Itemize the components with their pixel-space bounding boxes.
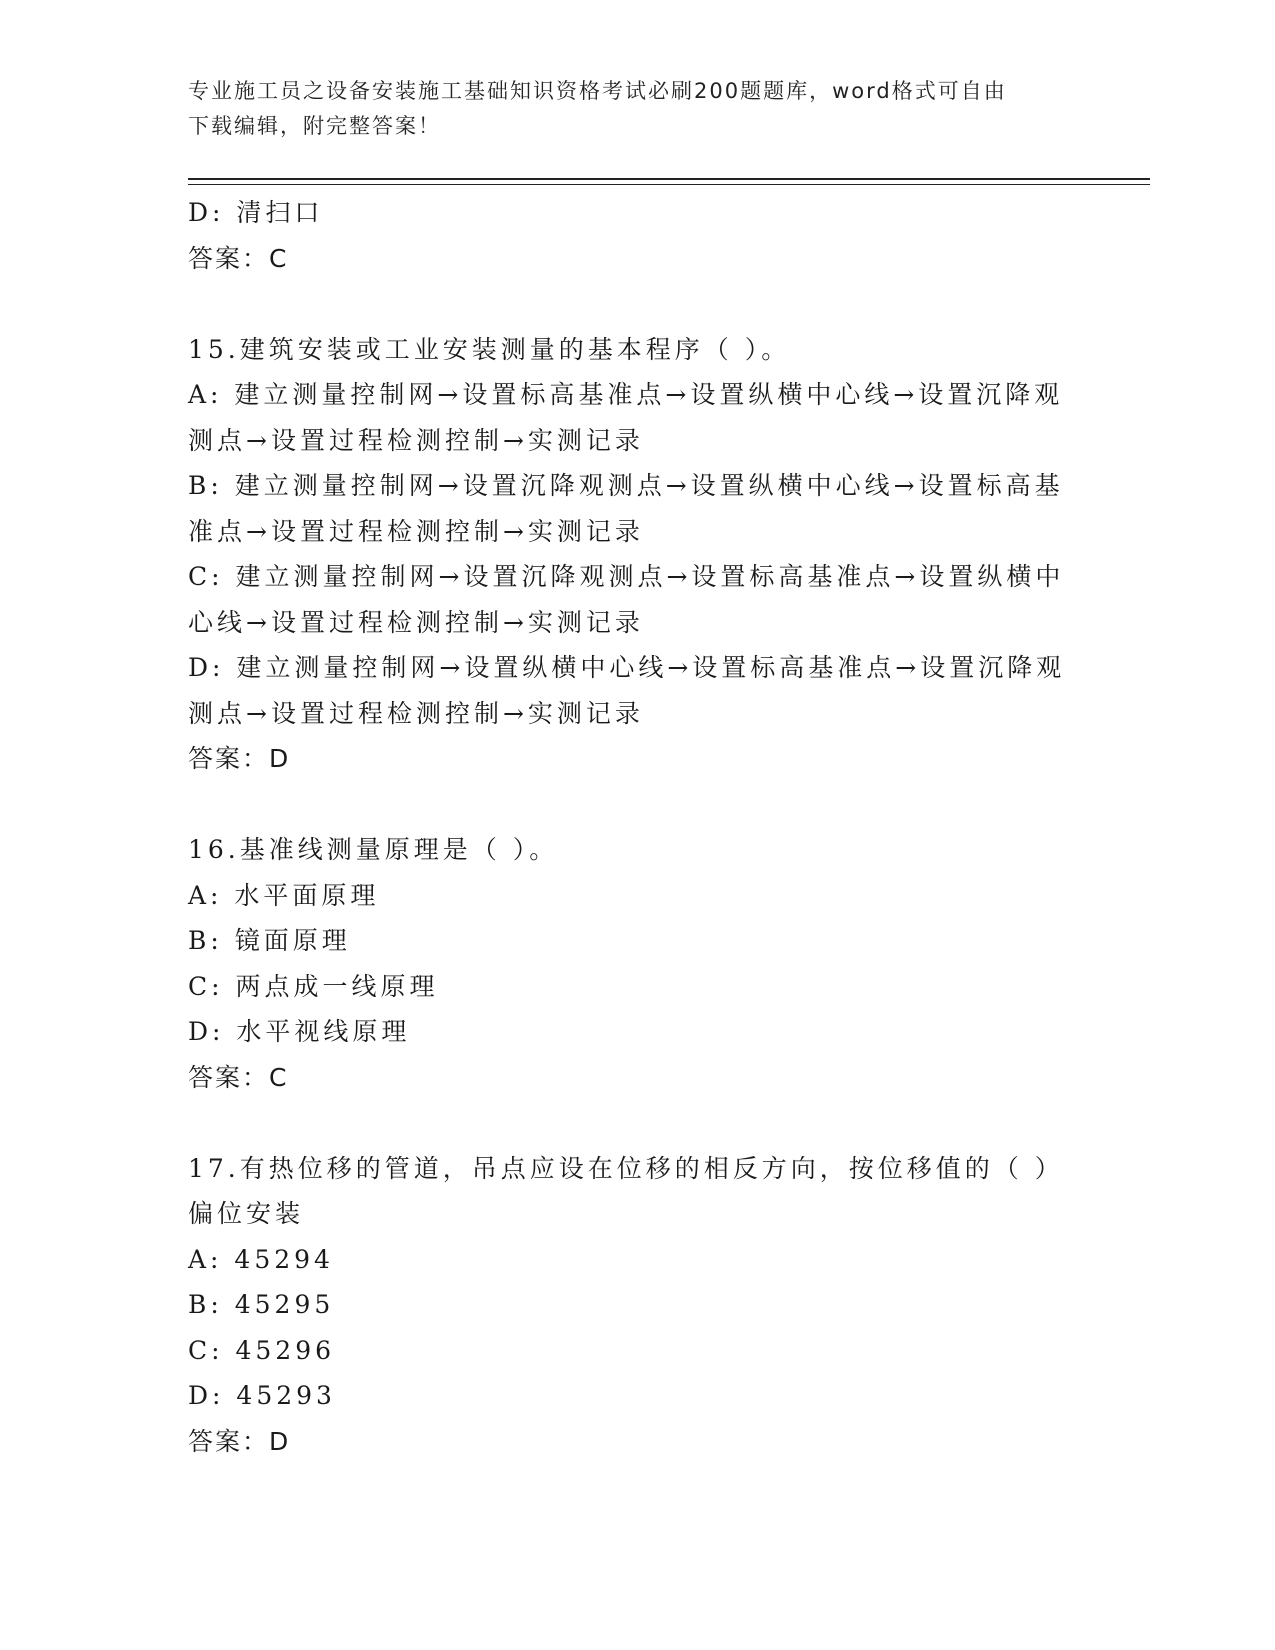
question-16 — [188, 827, 1088, 1100]
option-b-line-1: B: 建立测量控制网→设置沉降观测点→设置纵横中心线→设置标高基 — [188, 471, 1064, 500]
question-text-line-2: 偏位安装 — [188, 1199, 305, 1228]
spacer — [188, 1100, 1088, 1146]
question-text-line-1: 17.有热位移的管道，吊点应设在位移的相反方向，按位移值的（ ） — [188, 1153, 1064, 1183]
option-d: D: 45293 — [188, 1381, 336, 1410]
header-line-1: 专业施工员之设备安装施工基础知识资格考试必刷200题题库，word格式可自由 — [188, 79, 1007, 103]
option-b: B: 镜面原理 — [188, 926, 351, 955]
option-a-line-1: A: 建立测量控制网→设置标高基准点→设置纵横中心线→设置沉降观 — [188, 380, 1064, 409]
option-b-line-2: 准点→设置过程检测控制→实测记录 — [188, 516, 644, 546]
header-divider-thin — [188, 184, 1150, 185]
option-d-line-1: D: 建立测量控制网→设置纵横中心线→设置标高基准点→设置沉降观 — [188, 653, 1066, 682]
question-15 — [188, 327, 1088, 782]
option-d-line-2: 测点→设置过程检测控制→实测记录 — [188, 698, 644, 728]
question-17 — [188, 1146, 1088, 1465]
document-header — [188, 74, 1068, 144]
option-c-line-1: C: 建立测量控制网→设置沉降观测点→设置标高基准点→设置纵横中 — [188, 562, 1065, 591]
option-d: D: 清扫口 — [188, 198, 324, 227]
answer-line: 答案：C — [188, 243, 289, 273]
previous-question-tail — [188, 190, 1088, 281]
question-list — [188, 190, 1088, 1464]
answer-line: 答案：C — [188, 1062, 289, 1092]
spacer — [188, 782, 1088, 828]
option-c: C: 45296 — [188, 1335, 336, 1365]
option-a: A: 45294 — [188, 1244, 334, 1274]
header-divider-thick — [188, 178, 1150, 180]
question-text: 15.建筑安装或工业安装测量的基本程序（ ）。 — [188, 334, 791, 364]
answer-line: 答案：D — [188, 1426, 291, 1456]
option-d: D: 水平视线原理 — [188, 1017, 411, 1046]
option-a: A: 水平面原理 — [188, 880, 380, 910]
spacer — [188, 281, 1088, 327]
question-text: 16.基准线测量原理是（ ）。 — [188, 835, 559, 864]
header-line-2: 下载编辑，附完整答案！ — [188, 114, 441, 138]
option-a-line-2: 测点→设置过程检测控制→实测记录 — [188, 425, 644, 455]
option-b: B: 45295 — [188, 1290, 335, 1319]
answer-line: 答案：D — [188, 744, 291, 773]
option-c: C: 两点成一线原理 — [188, 971, 439, 1001]
option-c-line-2: 心线→设置过程检测控制→实测记录 — [188, 607, 644, 637]
